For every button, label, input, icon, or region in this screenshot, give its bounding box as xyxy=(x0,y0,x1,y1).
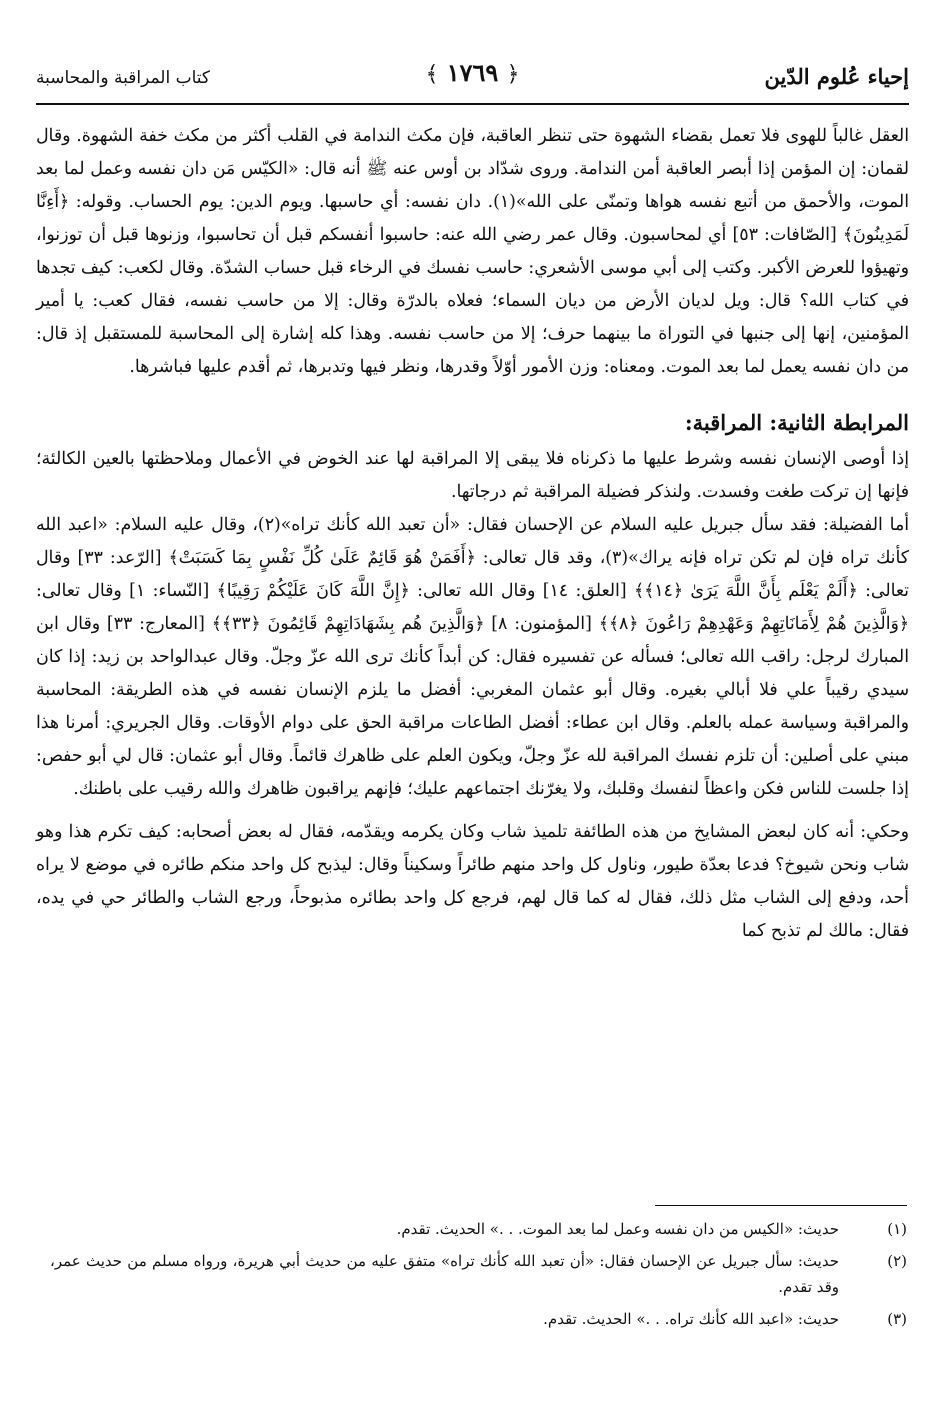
footnote-rule xyxy=(655,1205,907,1206)
footnote-text: حديث: «الكيس من دان نفسه وعمل لما بعد الموت. . .» الحديث. تقدم. xyxy=(396,1220,839,1238)
section-heading: المرابطة الثانية: المراقبة: xyxy=(684,410,909,435)
page-number: ١٧٦٩ xyxy=(446,58,499,87)
footnote-text: حديث: «اعبد الله كأنك تراه. . .» الحديث. تقدم. xyxy=(543,1310,839,1328)
left-bracket-ornament: ﴾ xyxy=(425,62,439,87)
paragraph-4: وحكي: أنه كان لبعض المشايخ من هذه الطائفة تلميذ شاب وكان يكرمه ويقدّمه، فقال له بعض أصحابه: كيف تكرم هذا وهو شاب ونحن شيوخ؟ فدعا بعدّة طيور، وناول كل واحد منهم طائراً وسكيناً وقال: ليذبح كل واحد منكم طائره في موضع لا يراه أحد، ودفع إلى الشاب مثل ذلك، فقال له كما قال لهم، فرجع كل واحد بطائره مذبوحاً، ورجع الشاب والطائر حي في يده، فقال: مالك لم تذبح كما xyxy=(36,822,909,941)
footnotes xyxy=(50,1216,907,1338)
chapter-title: كتاب المراقبة والمحاسبة xyxy=(36,68,211,88)
footnote-number: (١) xyxy=(887,1220,907,1238)
page-number-block xyxy=(425,58,519,87)
footnote-number: (٣) xyxy=(887,1310,907,1328)
paragraph-3: أما الفضيلة: فقد سأل جبريل عليه السلام عن الإحسان فقال: «أن تعبد الله كأنك تراه»(٢)، وقال عليه السلام: «اعبد الله كأنك تراه فإن لم تكن تراه فإنه يراك»(٣)، وقد قال تعالى: ﴿أَفَمَنْ هُوَ قَائِمٌ عَلَىٰ كُلِّ نَفْسٍ بِمَا كَسَبَتْ﴾ [الرّعد: ٣٣] وقال تعالى: ﴿أَلَمْ يَعْلَم بِأَنَّ اللَّهَ يَرَىٰ ﴿١٤﴾﴾ [العلق: ١٤] وقال الله تعالى: ﴿إِنَّ اللَّهَ كَانَ عَلَيْكُمْ رَقِيبًا﴾ [النّساء: ١] وقال تعالى: ﴿وَالَّذِينَ هُمْ لِأَمَانَاتِهِمْ وَعَهْدِهِمْ رَاعُونَ ﴿٨﴾﴾ [المؤمنون: ٨] ﴿وَالَّذِينَ هُم بِشَهَادَاتِهِمْ قَائِمُونَ ﴿٣٣﴾﴾ [المعارج: ٣٣] وقال ابن المبارك لرجل: راقب الله تعالى؛ فسأله عن تفسيره فقال: كن أبداً كأنك ترى الله عزّ وجلّ. وقال عبدالواحد بن زيد: إذا كان سيدي رقيباً علي فلا أبالي بغيره. وقال أبو عثمان المغربي: أفضل ما يلزم الإنسان نفسه في هذه الطريقة: المحاسبة والمراقبة وسياسة عمله بالعلم. وقال ابن عطاء: أفضل الطاعات مراقبة الحق على دوام الأوقات. وقال الجريري: أمرنا هذا مبني على أصلين: أن تلزم نفسك المراقبة لله عزّ وجلّ، ويكون العلم على ظاهرك قائماً. وقال أبو عثمان: قال لي أبو حفص: إذا جلست للناس فكن واعظاً لنفسك وقلبك، ولا يغرّنك اجتماعهم عليك؛ فإنهم يراقبون ظاهرك والله رقيب على باطنك. xyxy=(36,515,909,799)
footnote-1 xyxy=(50,1216,907,1242)
header-rule xyxy=(36,103,909,105)
main-text xyxy=(36,120,909,948)
footnote-2 xyxy=(50,1248,907,1300)
footnote-number: (٢) xyxy=(887,1252,907,1270)
book-title: إحياء عُلوم الدّين xyxy=(764,64,909,89)
footnote-text: حديث: سأل جبريل عن الإحسان فقال: «أن تعبد الله كأنك تراه» متفق عليه من حديث أبي هريرة، ورواه مسلم من حديث عمر، وقد تقدم. xyxy=(50,1252,839,1296)
paragraph-2: إذا أوصى الإنسان نفسه وشرط عليها ما ذكرناه فلا يبقى إلا المراقبة لها عند الخوض في الأعمال وملاحظتها بالعين الكالئة؛ فإنها إن تركت طغت وفسدت. ولنذكر فضيلة المراقبة ثم درجاتها. xyxy=(36,449,909,502)
right-bracket-ornament: ﴿ xyxy=(506,62,520,87)
footnote-3 xyxy=(50,1306,907,1332)
paragraph-1: العقل غالباً للهوى فلا تعمل بقضاء الشهوة حتى تنظر العاقبة، فإن مكث الندامة في القلب أكثر من مكث خفة الشهوة. وقال لقمان: إن المؤمن إذا أبصر العاقبة أمن الندامة. وروى شدّاد بن أوس عنه ﷺ أنه قال: «الكيّس مَن دان نفسه وعمل لما بعد الموت، والأحمق من أتبع نفسه هواها وتمنّى على الله»(١). دان نفسه: أي حاسبها. ويوم الدين: يوم الحساب. وقوله: ﴿أَءِنَّا لَمَدِينُونَ﴾ [الصّافات: ٥٣] أي لمحاسبون. وقال عمر رضي الله عنه: حاسبوا أنفسكم قبل أن تحاسبوا، وزنوها قبل أن توزنوا، وتهيؤوا للعرض الأكبر. وكتب إلى أبي موسى الأشعري: حاسب نفسك في الرخاء قبل حساب الشدّة. وقال لكعب: كيف تجدها في كتاب الله؟ قال: ويل لديان الأرض من ديان السماء؛ فعلاه بالدرّة وقال: إلا من حاسب نفسه، فقال كعب: يا أمير المؤمنين، إنها إلى جنبها في التوراة ما بينهما حرف؛ إلا من حاسب نفسه. وهذا كله إشارة إلى المحاسبة للمستقبل إذ قال: من دان نفسه يعمل لما بعد الموت. ومعناه: وزن الأمور أوّلاً وقدرها، ونظر فيها وتدبرها، ثم أقدم عليها فباشرها. xyxy=(36,126,909,377)
running-header xyxy=(36,58,909,102)
